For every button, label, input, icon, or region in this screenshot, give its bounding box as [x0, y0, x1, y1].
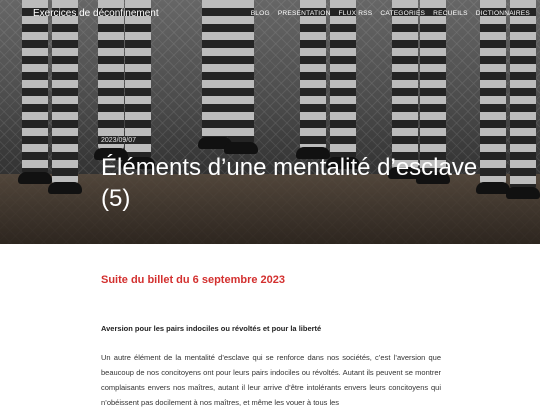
nav-item-dictionnaires[interactable]: DICTIONNAIRES: [475, 10, 530, 17]
main-nav: [251, 10, 530, 17]
section-heading: Aversion pour les pairs indociles ou révoltés et pour la liberté: [101, 324, 322, 333]
site-header: [0, 0, 540, 28]
post-subtitle: Suite du billet du 6 septembre 2023: [101, 274, 285, 286]
post-title: Éléments d’une mentalité d’esclave (5): [101, 154, 478, 212]
nav-item-blog[interactable]: BLOG: [250, 10, 270, 17]
post-date[interactable]: 2023/09/07: [101, 137, 137, 144]
nav-item-categories[interactable]: CATEGORIES: [380, 10, 426, 17]
nav-item-rss[interactable]: FLUX RSS: [338, 10, 373, 17]
site-title[interactable]: Exercices de déconfinement: [33, 8, 159, 19]
post-paragraph: Un autre élément de la mentalité d’esclave qui se renforce dans nos sociétés, c’est l’aversion que beaucoup de nos concitoyens ont pour leurs pairs indociles ou révoltés. Autant ils peuvent se montrer complaisants envers nos maîtres, autant il leur arrive d’être intolérants envers leurs concitoyens qui n’obéissent pas docilement à nos maîtres, et même les vouer à tous les: [101, 353, 441, 407]
nav-item-recueils[interactable]: RECUEILS: [433, 10, 468, 17]
post-content: [0, 244, 540, 405]
nav-item-presentation[interactable]: PRESENTATION: [277, 10, 331, 17]
